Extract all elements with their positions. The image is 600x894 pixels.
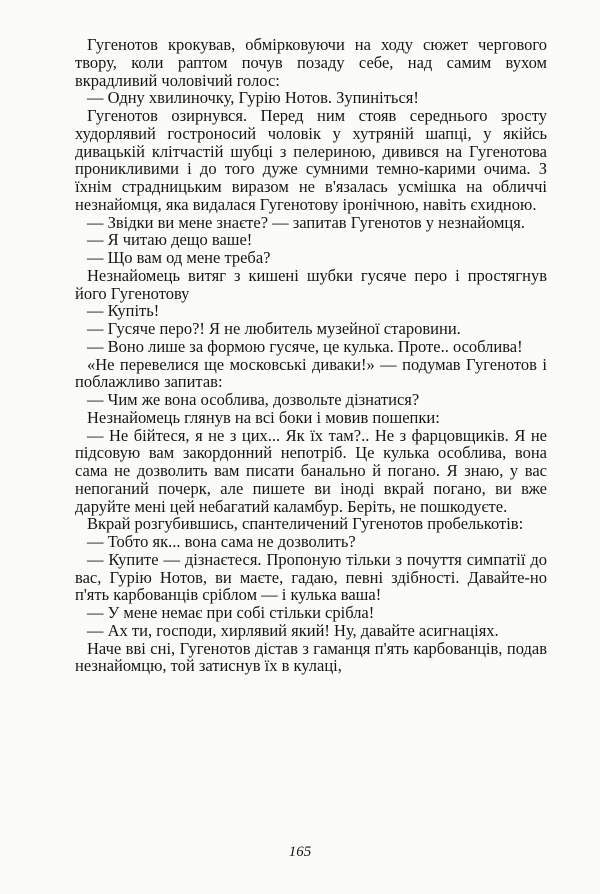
paragraph-12: — Чим же вона особлива, дозвольте дізнатися? — [87, 390, 420, 409]
paragraph-9: — Гусяче перо?! Я не любитель музейної старовини. — [87, 319, 461, 338]
paragraph-20: Наче вві сні, Гугенотов дістав з гаманця п'ять карбованців, подав незнайомцю, той затиснув їх в кулаці, — [75, 638, 547, 676]
paragraph-18: — У мене немає при собі стільки срібла! — [87, 603, 375, 622]
paragraph-6: — Що вам од мене треба? — [87, 248, 271, 267]
paragraph-11: «Не перевелися ще московські диваки!» — подумав Гугенотов і поблажливо запитав: — [75, 354, 547, 392]
paragraph-19: — Ах ти, господи, хирлявий який! Ну, давайте асигнаціях. — [87, 620, 499, 640]
paragraph-14: — Не бійтеся, я не з цих... Як їх там?.. Не з фарцовщиків. Я не підсовую вам закордонний непотріб. Це кулька особлива, вона сама не дозволить вам писати банально й погано. Я знаю, у вас непоганий почерк, але пишете ви іноді вкрай погано, ви вже даруйте мені цей небагатий каламбур. Беріть, не пошкодуєте. — [75, 425, 547, 516]
paragraph-5: — Я читаю дещо ваше! — [87, 230, 253, 250]
paragraph-15: Вкрай розгубившись, спантеличений Гугенотов пробелькотів: — [87, 514, 524, 534]
page-body — [75, 36, 547, 675]
paragraph-3: Гугенотов озирнувся. Перед ним стояв середнього зросту худорлявий гостроносий чоловік у хутряній шапці, у якійсь дивацькій клітчастій шубці з пелериною, дивився на Гугенотова проникливими і до того дуже сумними темно-карими очима. З їхнім страдницьким виразом не в'язалась усмішка на обличчі незнайомця, яка видалася Гугенотову іронічною, навіть єхидною. — [75, 106, 547, 214]
page-number: 165 — [288, 844, 312, 860]
paragraph-16: — Тобто як... вона сама не дозволить? — [87, 532, 356, 551]
paragraph-17: — Купите — дізнаєтеся. Пропоную тільки з почуття симпатії до вас, Гурію Нотов, ви маєте, гадаю, певні здібності. Давайте-но п'ять карбованців сріблом — і кулька ваша! — [75, 549, 547, 605]
paragraph-7: Незнайомець витяг з кишені шубки гусяче перо і простягнув його Гугенотову — [75, 265, 547, 303]
paragraph-10: — Воно лише за формою гусяче, це кулька. Проте.. особлива! — [87, 336, 523, 356]
paragraph-2: — Одну хвилиночку, Гурію Нотов. Зупиніться! — [87, 88, 419, 108]
paragraph-8: — Купіть! — [87, 301, 160, 321]
paragraph-1: Гугенотов крокував, обмірковуючи на ходу сюжет чергового твору, коли раптом почув позаду себе, над самим вухом вкрадливий чоловічий голос: — [75, 35, 547, 90]
paragraph-13: Незнайомець глянув на всі боки і мовив пошепки: — [87, 407, 440, 427]
paragraph-4: — Звідки ви мене знаєте? — запитав Гугенотов у незнайомця. — [87, 212, 525, 232]
